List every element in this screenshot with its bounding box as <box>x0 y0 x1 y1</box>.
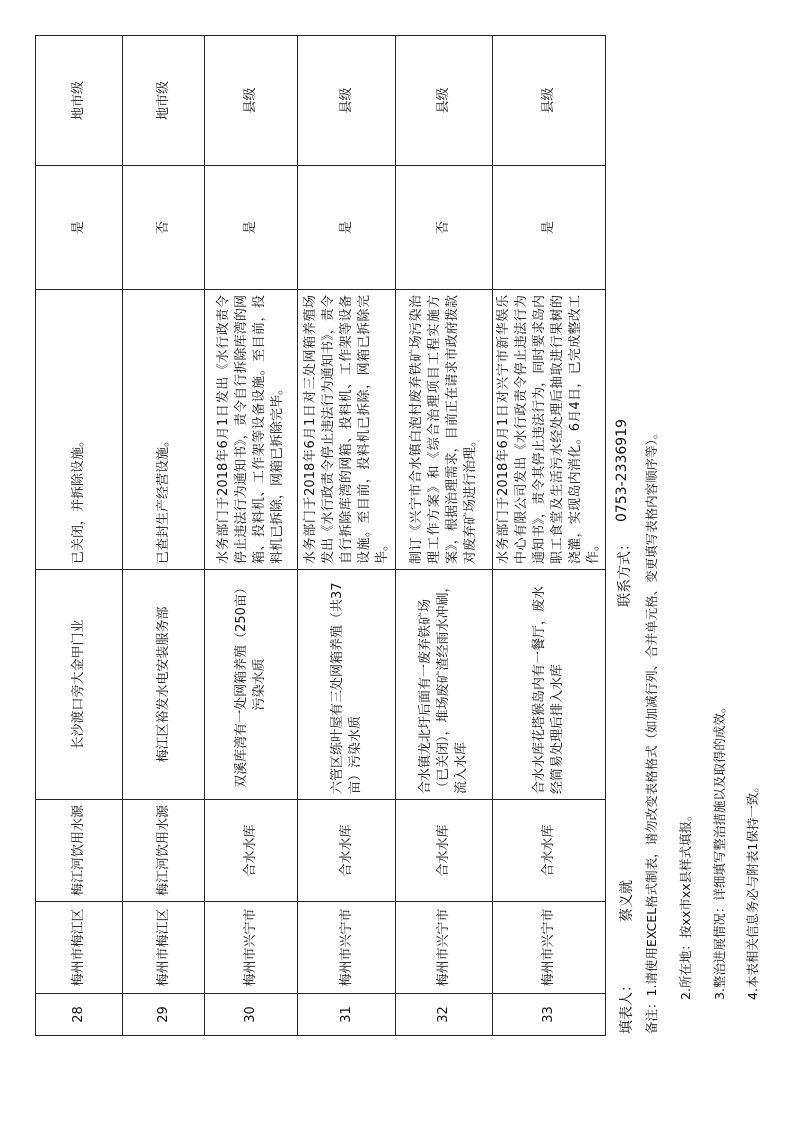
row-number: 33 <box>493 994 606 1036</box>
progress-cell: 水务部门于2018年6月1日对兴宁市新华娱乐中心有限公司发出《水行政责令停止违法行为通知书》，责令其停止违法行为，同时要求岛内职工食堂及生活污水经处理后抽取进行果树的浇灌，实现岛内消化。6月4日，已完成整改工作。 <box>493 290 606 570</box>
rectification-table <box>35 35 606 1036</box>
note-line: 3.整治进展情况：详细填写整治措施以及取得的成效。 <box>712 700 727 1000</box>
note-line: 备注：1.请使用EXCEL格式制表，请勿改变表格格式（如加减行列、合并单元格、变更填写表格内容顺序等）。 <box>644 426 659 1034</box>
water-source-cell: 合水水库 <box>396 800 493 902</box>
filler-name: 蔡义就 <box>619 880 635 922</box>
table-row <box>36 36 123 1036</box>
level-cell: 县级 <box>396 36 493 166</box>
table-row <box>205 36 298 1036</box>
progress-cell: 已查封生产经营设施。 <box>123 290 205 570</box>
level-cell: 县级 <box>298 36 396 166</box>
location-cell: 梅州市兴宁市 <box>205 902 298 994</box>
level-cell: 地市级 <box>36 36 123 166</box>
contact-value: 0753-2336919 <box>614 418 630 522</box>
location-cell: 梅州市兴宁市 <box>298 902 396 994</box>
table-row <box>493 36 606 1036</box>
water-source-cell: 梅江河饮用水源 <box>123 800 205 902</box>
note-line: 2.所在地：按xx市xx县样式填报。 <box>678 808 693 1000</box>
row-number: 29 <box>123 994 205 1036</box>
problem-cell: 长沙渡口旁大金甲门业 <box>36 570 123 800</box>
progress-cell: 水务部门于2018年6月1日对三处网箱养殖场发出《水行政责令停止违法行为通知书》，责令自行拆除库湾的网箱、投料机、工作架等设备设施。至目前，投料机已拆除，网箱已拆除完毕。 <box>298 290 396 570</box>
completed-cell: 是 <box>493 166 606 290</box>
row-number: 30 <box>205 994 298 1036</box>
problem-cell: 合水镇龙北圩后面有一废弃铁矿场（已关闭），堆场废矿渣经雨水冲刷，流入水库 <box>396 570 493 800</box>
note-line: 4.本表相关信息务必与附表1保持一致。 <box>745 780 760 1000</box>
water-source-cell: 合水水库 <box>298 800 396 902</box>
level-cell: 地市级 <box>123 36 205 166</box>
row-number: 31 <box>298 994 396 1036</box>
completed-cell: 否 <box>396 166 493 290</box>
progress-cell: 已关闭，并拆除设施。 <box>36 290 123 570</box>
progress-cell: 制订《兴宁市合水镇白泡村废弃铁矿场污染治理工作方案》和《综合治理项目工程实施方案》，根据治理需求，目前正在请求市政府拨款对废弃矿场进行治理。 <box>396 290 493 570</box>
contact-label: 联系方式： <box>617 537 633 607</box>
filler-label: 填表人： <box>619 978 635 1034</box>
problem-cell: 六管区练叶屋有三处网箱养殖（共37亩）污染水质 <box>298 570 396 800</box>
row-number: 32 <box>396 994 493 1036</box>
completed-cell: 是 <box>298 166 396 290</box>
table-row <box>298 36 396 1036</box>
location-cell: 梅州市兴宁市 <box>396 902 493 994</box>
row-number: 28 <box>36 994 123 1036</box>
location-cell: 梅州市兴宁市 <box>493 902 606 994</box>
water-source-cell: 梅江河饮用水源 <box>36 800 123 902</box>
table-row <box>123 36 205 1036</box>
location-cell: 梅州市梅江区 <box>36 902 123 994</box>
problem-cell: 双溪库湾有一处网箱养殖（250亩）污染水质 <box>205 570 298 800</box>
water-source-cell: 合水水库 <box>205 800 298 902</box>
completed-cell: 是 <box>205 166 298 290</box>
location-cell: 梅州市梅江区 <box>123 902 205 994</box>
problem-cell: 合水水库花塔猴岛内有一餐厅，废水经简易处理后排入水库 <box>493 570 606 800</box>
level-cell: 县级 <box>493 36 606 166</box>
table-row <box>396 36 493 1036</box>
completed-cell: 是 <box>36 166 123 290</box>
progress-cell: 水务部门于2018年6月1日发出《水行政责令停止违法行为通知书》，责令自行拆除库湾的网箱、投料机、工作架等设备设施。至目前，投料机已拆除，网箱已拆除完毕。 <box>205 290 298 570</box>
completed-cell: 否 <box>123 166 205 290</box>
problem-cell: 梅江区裕发水电安装服务部 <box>123 570 205 800</box>
water-source-cell: 合水水库 <box>493 800 606 902</box>
level-cell: 县级 <box>205 36 298 166</box>
